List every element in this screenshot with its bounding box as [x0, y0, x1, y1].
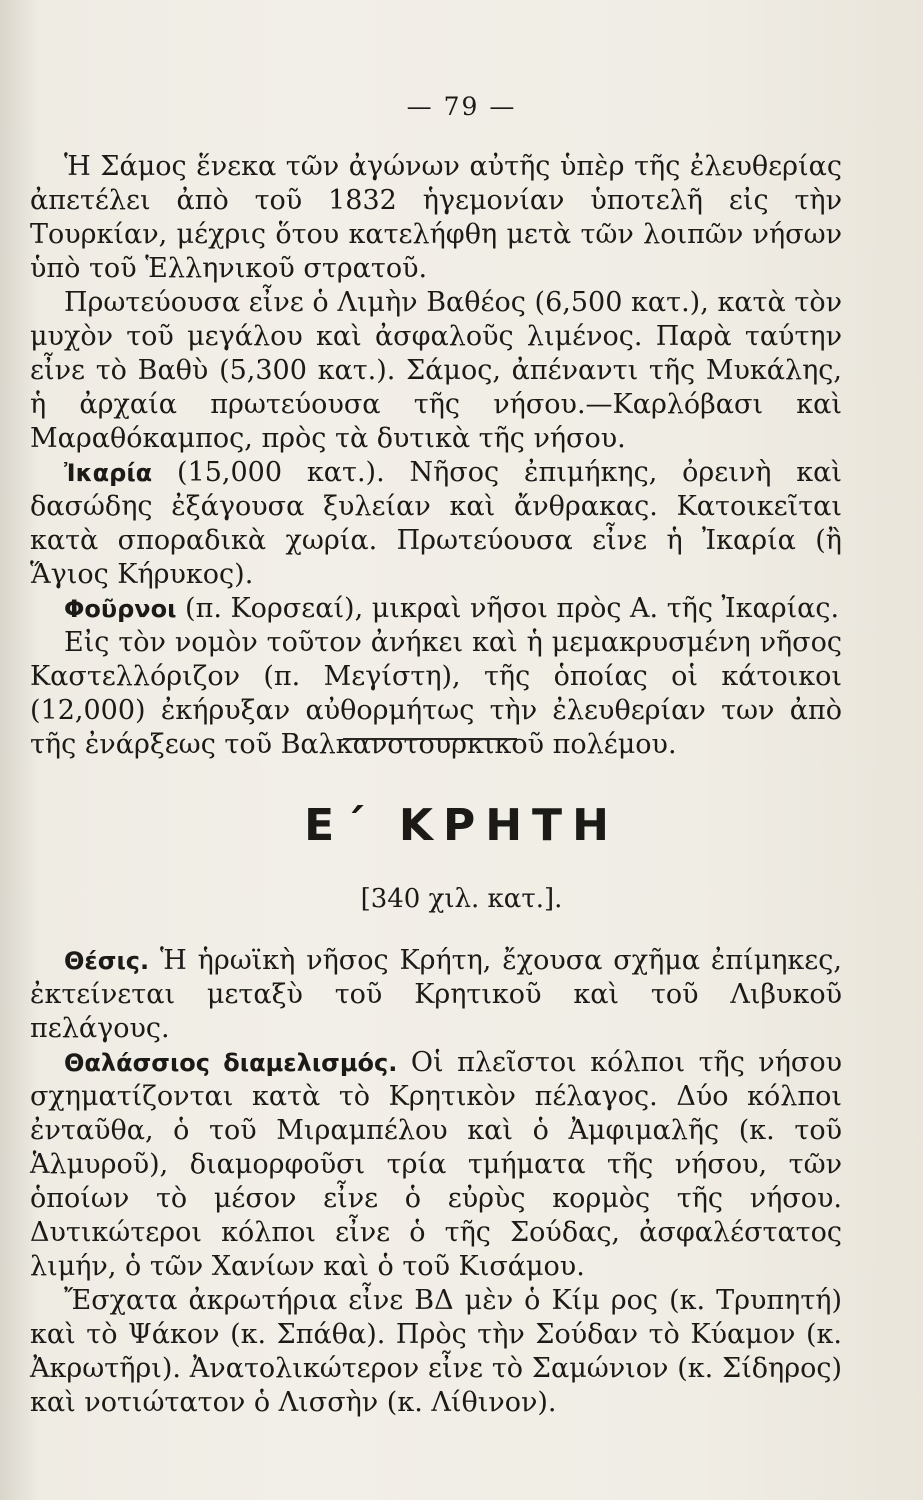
section-area-note: [340 χιλ. κατ.]. — [360, 884, 563, 914]
page-number: — 79 — — [406, 92, 517, 121]
section-divider — [343, 738, 517, 740]
paragraph-fournoi-text: (π. Κορσεαί), μικραὶ νῆσοι πρὸς Α. τῆς Ἰκαρίας. — [176, 593, 840, 624]
paragraph-coastline — [30, 1046, 842, 1284]
paragraph-coastline-text: Οἱ πλεῖστοι κόλποι τῆς νήσου σχηματίζονται κατὰ τὸ Κρητικὸν πέλαγος. Δύο κόλποι ἐνταῦθα, ὁ τοῦ Μιραμπέλου καὶ ὁ Ἀμφιμαλῆς (κ. τοῦ Ἁλμυροῦ), διαμορφοῦσι τρία τμήματα τῆς νήσου, τῶν ὁποίων τὸ μέσον εἶνε ὁ εὐρὺς κορμὸς τῆς νήσου. Δυτικώτεροι κόλποι εἶνε ὁ τῆς Σούδας, ἀσφαλέστατος λιμήν, ὁ τῶν Χανίων καὶ ὁ τοῦ Κισάμου. — [30, 1047, 843, 1282]
paragraph-ikaria — [30, 456, 842, 592]
crete-section-text — [30, 944, 842, 1420]
keyword-fournoi: Φοῦρνοι — [64, 595, 177, 623]
paragraph-position-text: Ἡ ἡρωϊκὴ νῆσος Κρήτη, ἔχουσα σχῆμα ἐπίμηκες, ἐκτείνεται μεταξὺ τοῦ Κρητικοῦ καὶ τοῦ Λιβυκοῦ πελάγους. — [30, 945, 842, 1044]
keyword-coastline: Θαλάσσιος διαμελισμός. — [64, 1049, 398, 1077]
paragraph-position — [30, 944, 842, 1046]
paragraph-ikaria-text: (15,000 κατ.). Νῆσος ἐπιμήκης, ὀρεινὴ καὶ δασώδης ἐξάγουσα ξυλείαν καὶ ἄνθρακας. Κατοικεῖται κατὰ σποραδικὰ χωρία. Πρωτεύουσα εἶνε ἡ Ἰκαρία (ἢ Ἅγιος Κήρυκος). — [30, 457, 842, 590]
samos-section-text — [30, 150, 842, 762]
paragraph-kastellorizo: Εἰς τὸν νομὸν τοῦτον ἀνήκει καὶ ἡ μεμακρυσμένη νῆσος Καστελλόριζον (π. Μεγίστη), τῆς ὁποίας οἱ κάτοικοι (12,000) ἐκήρυξαν αὐθορμήτως τὴν ἐλευθερίαν των ἀπὸ τῆς ἐνάρξεως τοῦ Βαλκανοτουρκικοῦ πολέμου. — [30, 627, 842, 760]
keyword-ikaria: Ἰκαρία — [64, 459, 153, 487]
section-heading: Ε΄ ΚΡΗΤΗ — [304, 800, 619, 851]
paragraph-samos-history: Ἡ Σάμος ἕνεκα τῶν ἀγώνων αὐτῆς ὑπὲρ τῆς ἐλευθερίας ἀπετέλει ἀπὸ τοῦ 1832 ἡγεμονίαν ὑποτελῆ εἰς τὴν Τουρκίαν, μέχρις ὅτου κατελήφθη μετὰ τῶν λοιπῶν νήσων ὑπὸ τοῦ Ἑλληνικοῦ στρατοῦ. — [30, 151, 842, 284]
keyword-position: Θέσις. — [64, 947, 150, 975]
paragraph-fournoi — [30, 592, 842, 626]
paragraph-capes: Ἔσχατα ἀκρωτήρια εἶνε ΒΔ μὲν ὁ Κίμ ρος (κ. Τρυπητή) καὶ τὸ Ψάκον (κ. Σπάθα). Πρὸς τὴν Σούδαν τὸ Κύαμον (κ. Ἀκρωτῆρι). Ἀνατολικώτερον εἶνε τὸ Σαμώνιον (κ. Σίδηρος) καὶ νοτιώτατον ὁ Λισσὴν (κ. Λίθινον). — [30, 1285, 842, 1418]
paragraph-samos-capital: Πρωτεύουσα εἶνε ὁ Λιμὴν Βαθέος (6,500 κατ.), κατὰ τὸν μυχὸν τοῦ μεγάλου καὶ ἀσφαλοῦς λιμένος. Παρὰ ταύτην εἶνε τὸ Βαθὺ (5,300 κατ.). Σάμος, ἀπέναντι τῆς Μυκάλης, ἡ ἀρχαία πρωτεύουσα τῆς νήσου.—Καρλόβασι καὶ Μαραθόκαμπος, πρὸς τὰ δυτικὰ τῆς νήσου. — [30, 287, 842, 454]
